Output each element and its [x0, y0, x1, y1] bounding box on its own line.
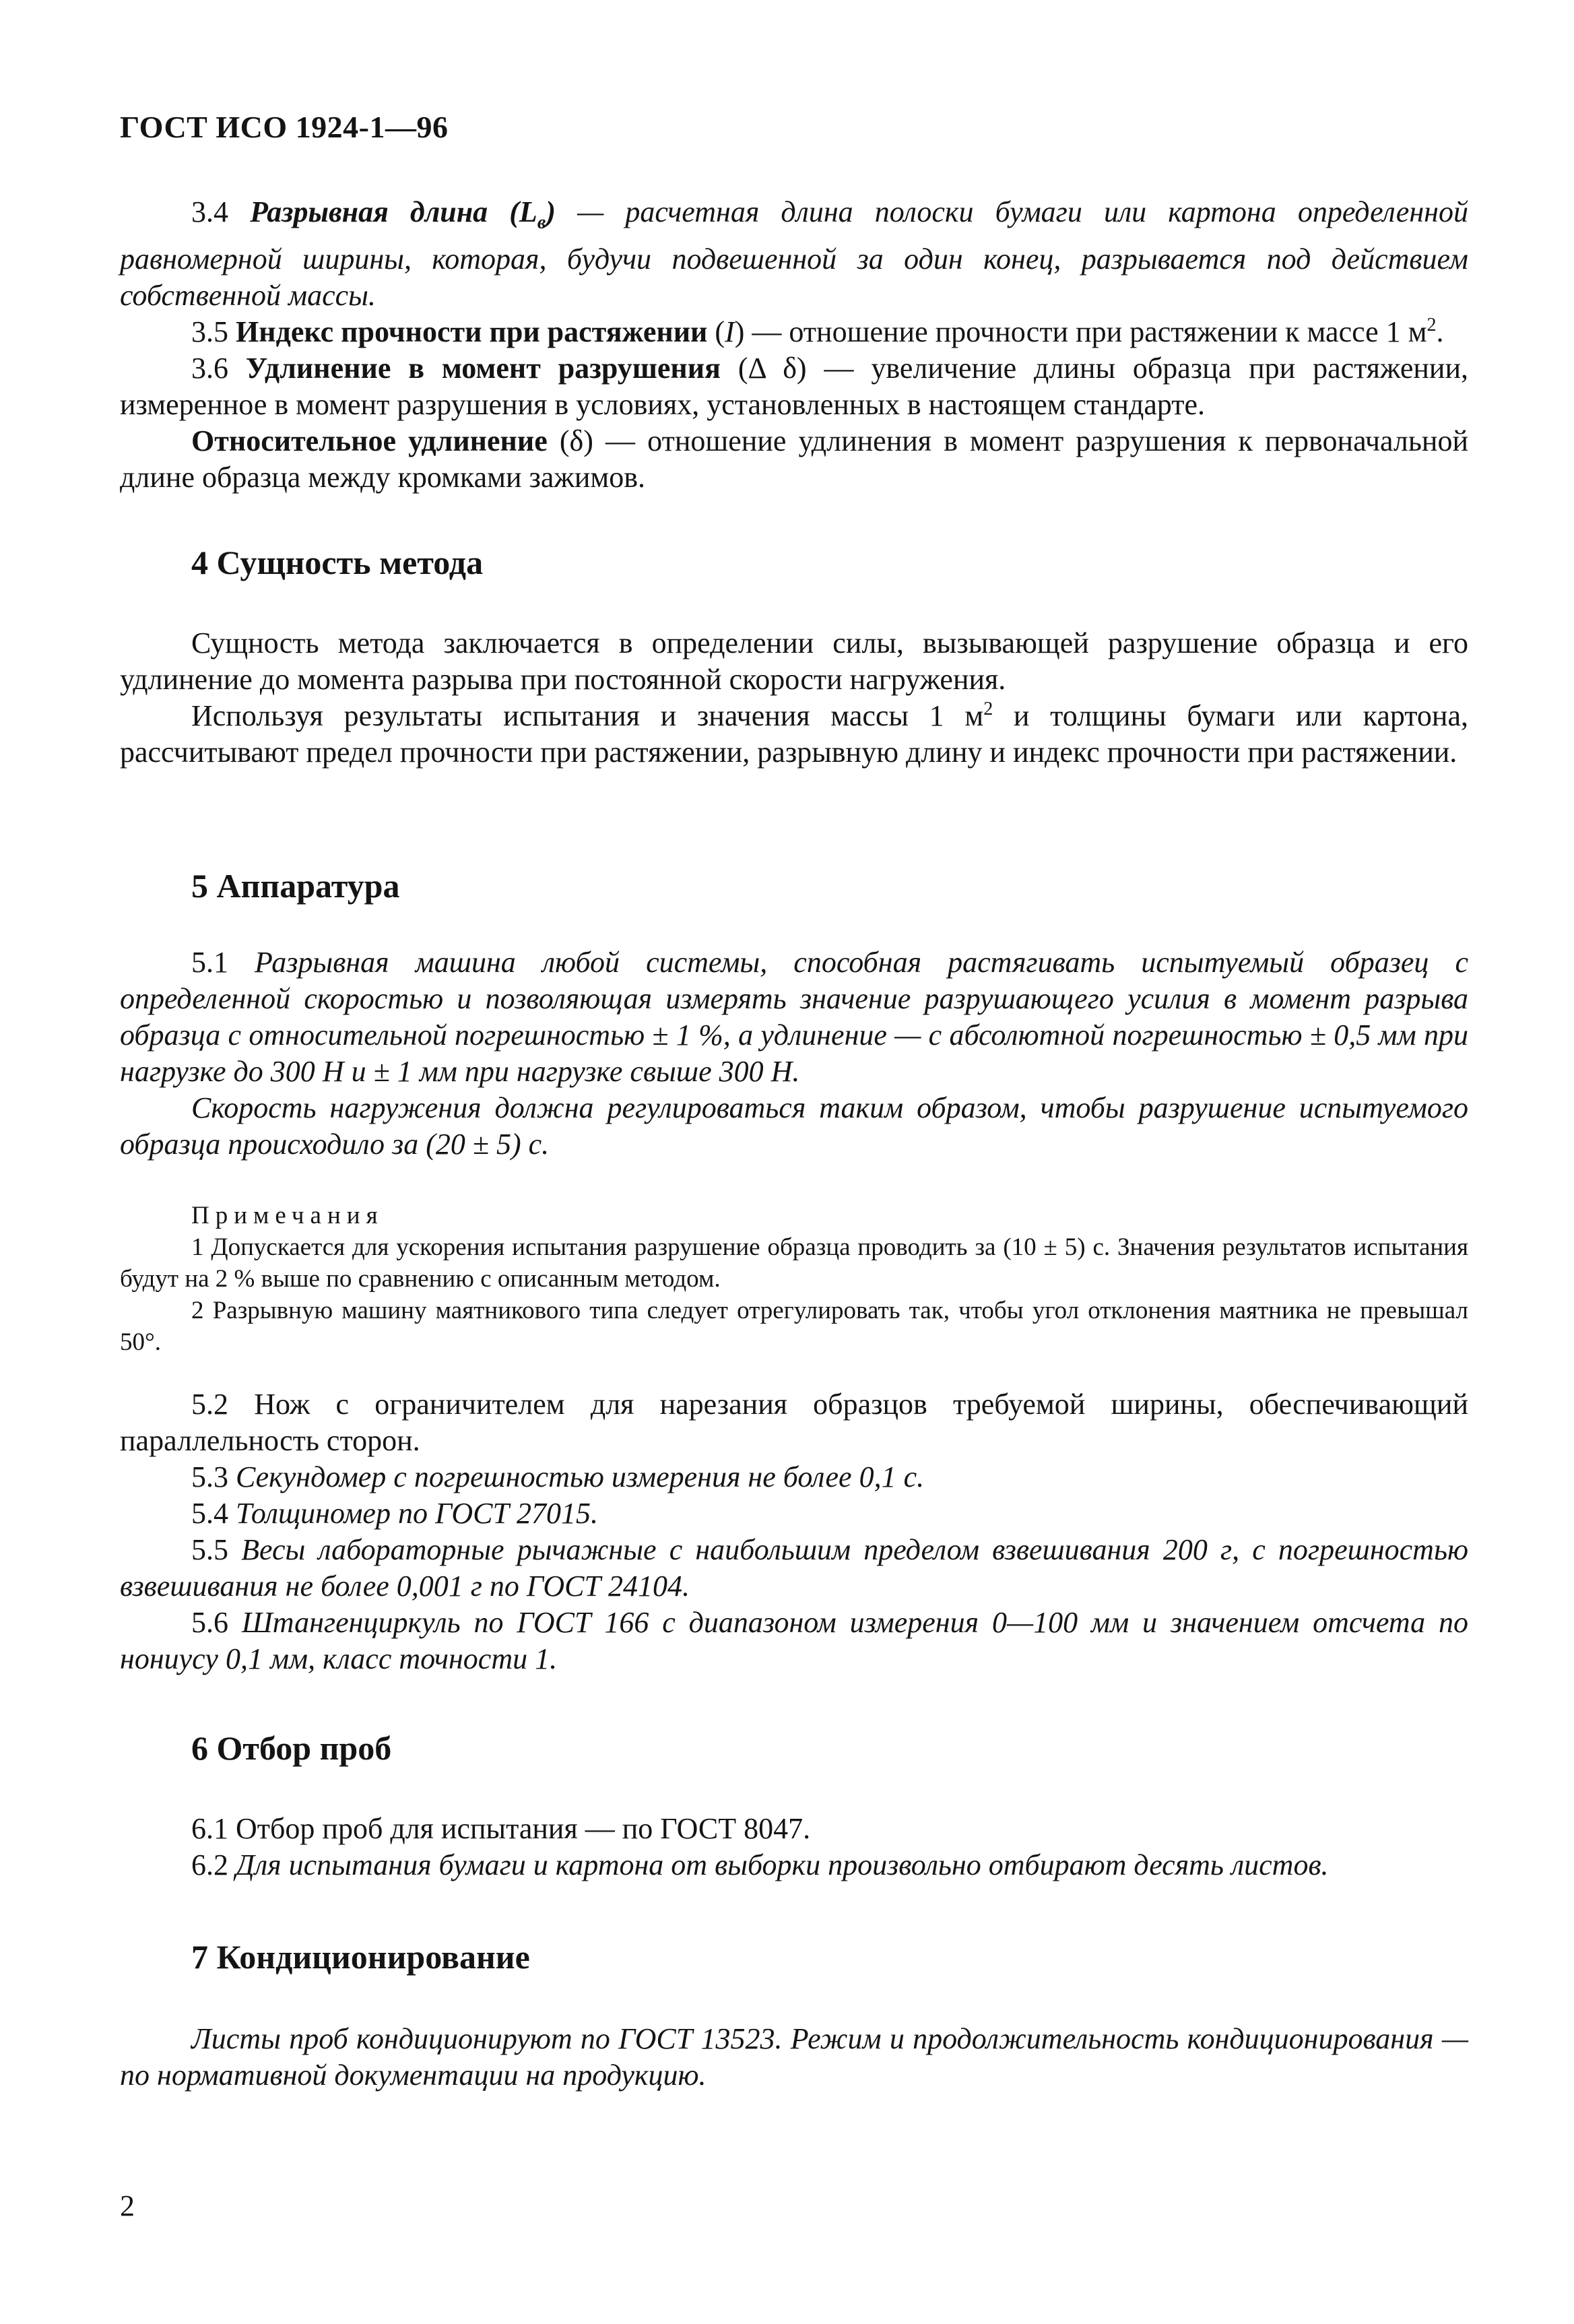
document-header: ГОСТ ИСО 1924-1—96 — [120, 110, 449, 144]
section-3-definitions — [120, 194, 1468, 496]
paragraph-3-6: 3.6 Удлинение в момент разрушения (Δ δ) — увеличение длины образца при растяжении, измеренное в момент разрушения в условиях, установленных в настоящем стандарте. — [120, 351, 1469, 421]
section-4-body — [120, 625, 1468, 771]
paragraph-relative-elongation: Относительное удлинение (δ) — отношение удлинения в момент разрушения к первоначальной длине образца между кромками зажимов. — [120, 424, 1468, 494]
paragraph-5-1: 5.1 Разрывная машина любой системы, способная растягивать испытуемый образец с определенной скоростью и позволяющая измерять значение разрушающего усилия в момент разрыва образца с относительной погрешностью ± 1 %, а удлинение — с абсолютной погрешностью ± 0,5 мм при нагрузке до 300 Н и ± 1 мм при нагрузке свыше 300 Н. — [120, 946, 1468, 1088]
paragraph-6-1: 6.1 Отбор проб для испытания — по ГОСТ 8047. — [191, 1812, 811, 1845]
paragraph-5-4: 5.4 Толщиномер по ГОСТ 27015. — [191, 1497, 598, 1530]
paragraph-4-1: Сущность метода заключается в определении силы, вызывающей разрушение образца и его удлинение до момента разрыва при постоянной скорости нагружения. — [120, 626, 1468, 696]
paragraph-3-5: 3.5 Индекс прочности при растяжении (I) — отношение прочности при растяжении к массе 1 $м^2$. — [191, 314, 1444, 348]
paragraph-5-1-speed: Скорость нагружения должна регулироваться таким образом, чтобы разрушение испытуемого образца происходило за (20 ± 5) с. — [120, 1091, 1468, 1161]
paragraph-5-6: 5.6 Штангенциркуль по ГОСТ 166 с диапазоном измерения 0—100 мм и значением отсчета по нониусу 0,1 мм, класс точности 1. — [120, 1606, 1468, 1675]
section-5-body — [120, 944, 1468, 1163]
paragraph-3-4: 3.4 Разрывная длина $(L_в)$ — расчетная длина полоски бумаги или картона определенной равномерной ширины, которая, будучи подвешенной за один конец, разрывается под действием собственной массы. — [120, 195, 1468, 312]
section-5-heading: 5 Аппаратура — [191, 867, 400, 905]
paragraph-6-2: 6.2 Для испытания бумаги и картона от выборки произвольно отбирают десять листов. — [191, 1848, 1329, 1881]
paragraph-5-3: 5.3 Секундомер с погрешностью измерения не более 0,1 с. — [191, 1460, 925, 1493]
note-2: 2 Разрывную машину маятникового типа следует отрегулировать так, чтобы угол отклонения маятника не превышал 50°. — [120, 1297, 1468, 1356]
section-7-body — [120, 2021, 1468, 2094]
notes-block — [120, 1231, 1468, 1358]
paragraph-7-1: Листы проб кондиционируют по ГОСТ 13523. Режим и продолжительность кондиционирования — по нормативной документации на продукцию. — [120, 2022, 1468, 2092]
note-1: 1 Допускается для ускорения испытания разрушение образца проводить за (10 ± 5) с. Значения результатов испытания будут на 2 % выше по сравнению с описанным методом. — [120, 1233, 1468, 1293]
section-6-heading: 6 Отбор проб — [191, 1729, 392, 1767]
section-5-items — [120, 1386, 1468, 1677]
paragraph-5-2: 5.2 Нож с ограничителем для нарезания образцов требуемой ширины, обеспечивающий параллельность сторон. — [120, 1388, 1468, 1457]
section-6-body — [120, 1811, 1468, 1883]
section-7-heading: 7 Кондиционирование — [191, 1938, 530, 1976]
paragraph-5-5: 5.5 Весы лабораторные рычажные с наибольшим пределом взвешивания 200 г, с погрешностью взвешивания не более 0,001 г по ГОСТ 24104. — [120, 1533, 1468, 1603]
section-4-heading: 4 Сущность метода — [191, 544, 484, 581]
page-number: 2 — [120, 2189, 135, 2222]
term-breaking-length: Разрывная длина $(L_в)$ — [250, 195, 556, 233]
paragraph-4-2: Используя результаты испытания и значения массы 1 $м^2$ и толщины бумаги или картона, рассчитывают предел прочности при растяжении, разрывную длину и индекс прочности при растяжении. — [120, 699, 1468, 769]
notes-title: Примечания — [191, 1202, 384, 1229]
